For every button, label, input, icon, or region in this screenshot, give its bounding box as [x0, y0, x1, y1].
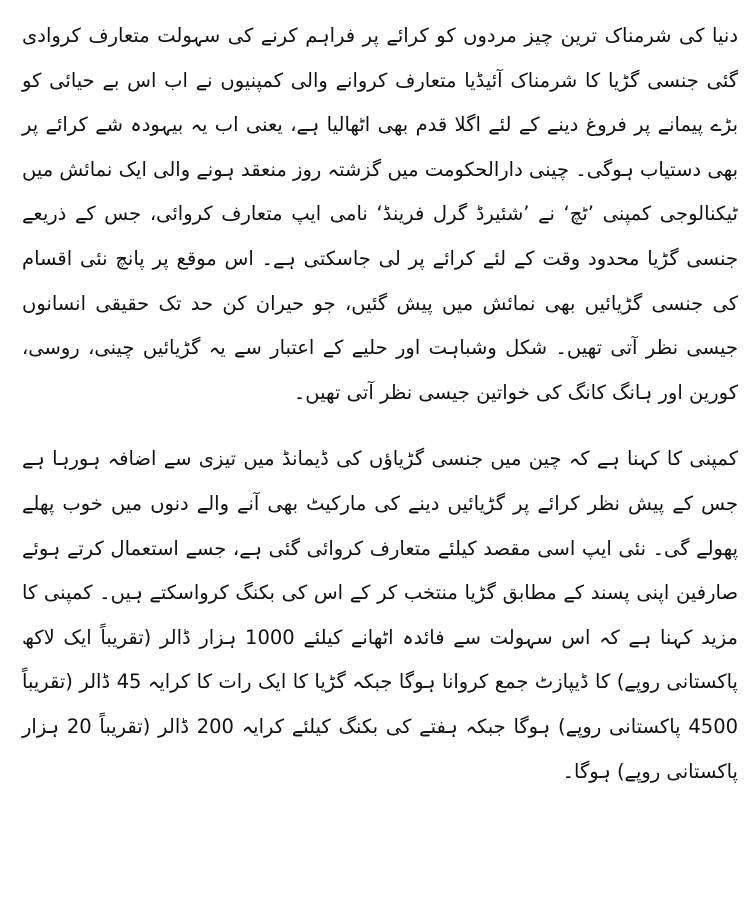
- article-body: [22, 14, 738, 794]
- paragraph: کمپنی کا کہنا ہے کہ چین میں جنسی گڑیاؤں کی ڈیمانڈ میں تیزی سے اضافہ ہورہا ہے جس کے پیش نظر کرائے پر گڑیائیں دینے کی مارکیٹ بھی آنے والے دنوں میں خوب پھلے پھولے گی۔ نئی ایپ اسی مقصد کیلئے متعارف کروائی گئی ہے، جسے استعمال کرتے ہوئے صارفین اپنی پسند کے مطابق گڑیا منتخب کر کے اس کی بکنگ کرواسکتے ہیں۔ کمپنی کا مزید کہنا ہے کہ اس سہولت سے فائدہ اٹھانے کیلئے 1000 ہزار ڈالر (تقریباً ایک لاکھ پاکستانی روپے) کا ڈیپازٹ جمع کروانا ہوگا جبکہ گڑیا کا ایک رات کا کرایہ 45 ڈالر (تقریباً 4500 پاکستانی روپے) ہوگا جبکہ ہفتے کی بکنگ کیلئے کرایہ 200 ڈالر (تقریباً 20 ہزار پاکستانی روپے) ہوگا۔: [22, 447, 739, 783]
- paragraph-gap: [22, 415, 738, 437]
- paragraph: دنیا کی شرمناک ترین چیز مردوں کو کرائے پر فراہم کرنے کی سہولت متعارف کروادی گئی جنسی گڑیا کا شرمناک آئیڈیا متعارف کروانے والی کمپنیوں نے اب اس بے حیائی کو بڑے پیمانے پر فروغ دینے کے لئے اگلا قدم بھی اٹھالیا ہے، یعنی اب یہ بیہودہ شے کرائے پر بھی دستیاب ہوگی۔ چینی دارالحکومت میں گزشتہ روز منعقد ہونے والی ایک نمائش میں ٹیکنالوجی کمپنی ’ٹچ‘ نے ’شئیرڈ گرل فرینڈ‘ نامی ایپ متعارف کروائی، جس کے ذریعے جنسی گڑیا محدود وقت کے لئے کرائے پر لی جاسکتی ہے۔ اس موقع پر پانچ نئی اقسام کی جنسی گڑیائیں بھی نمائش میں پیش گئیں، جو حیران کن حد تک حقیقی انسانوں جیسی نظر آتی تھیں۔ شکل وشباہت اور حلیے کے اعتبار سے یہ گڑیائیں چینی، روسی، کورین اور ہانگ کانگ کی خواتین جیسی نظر آتی تھیں۔: [22, 24, 738, 404]
